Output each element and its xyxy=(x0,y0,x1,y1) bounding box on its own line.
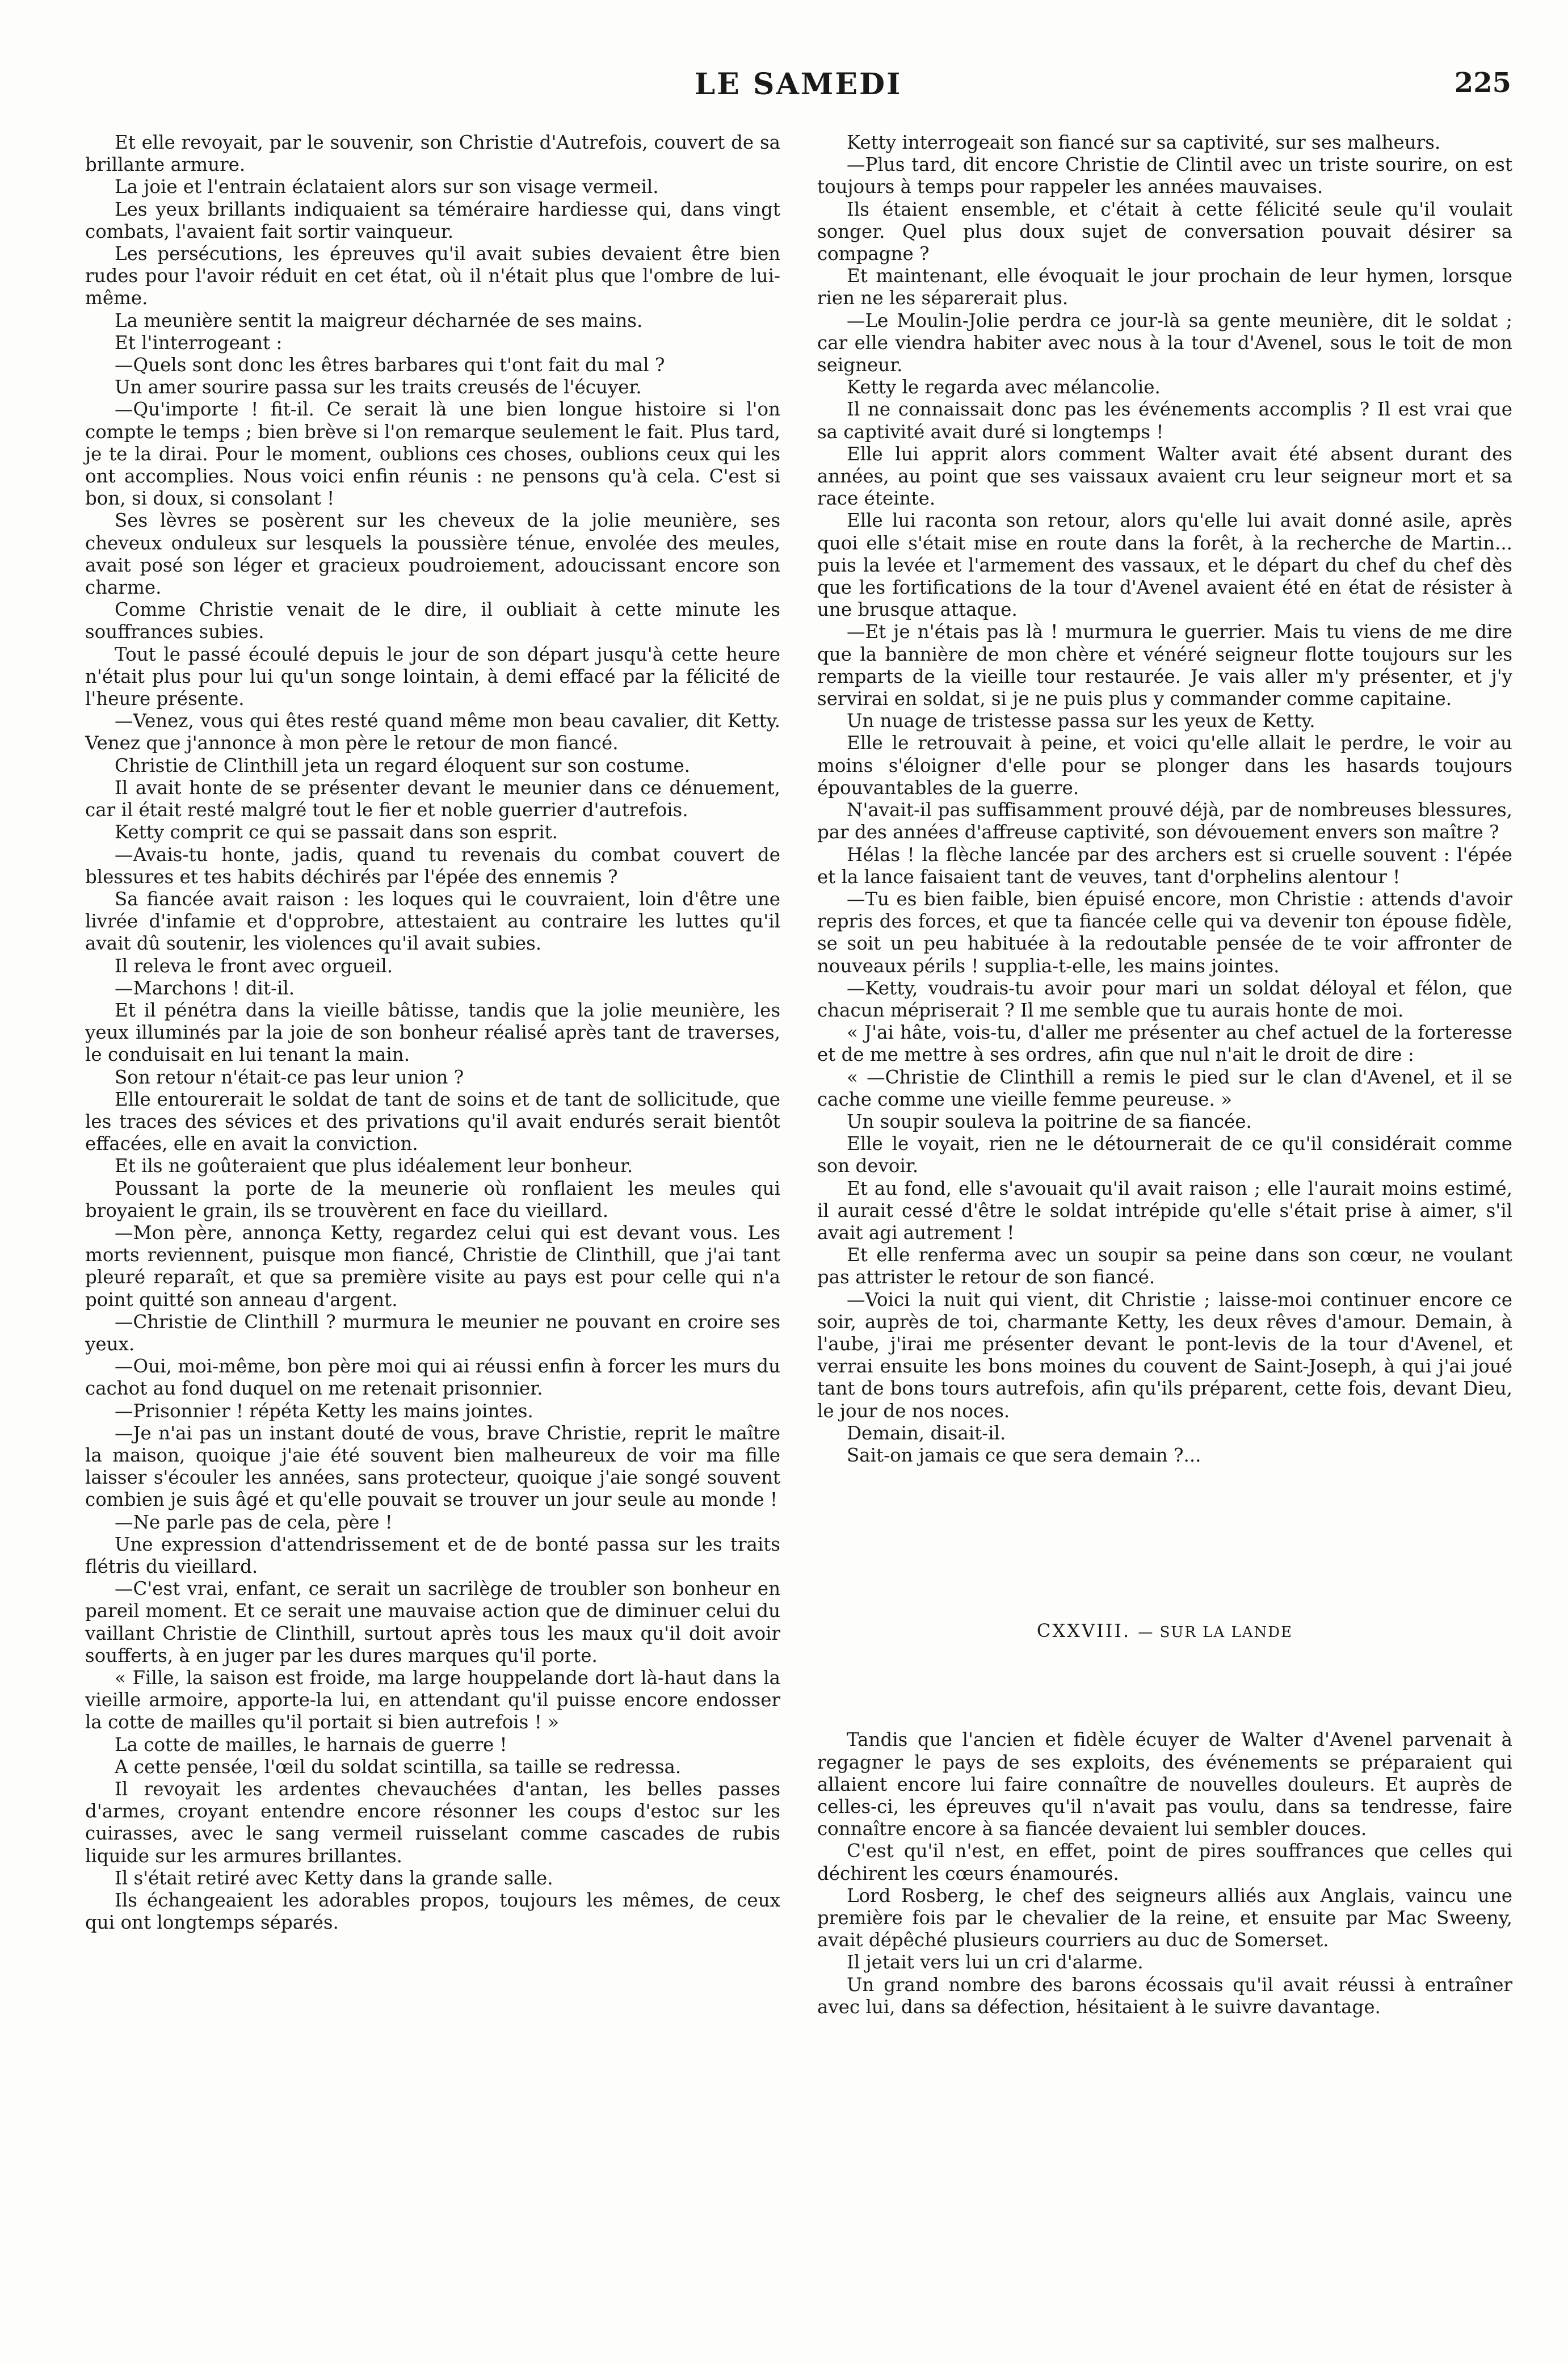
paragraph: Il releva le front avec orgueil. xyxy=(115,955,393,977)
paragraph: N'avait-il pas suffisamment prouvé déjà, par de nombreuses blessures, par des années d'affreuse captivité, son dévouement envers son maître ? xyxy=(817,799,1512,843)
paragraph: Ils échangeaient les adorables propos, toujours les mêmes, de ceux qui ont longtemps séparés. xyxy=(85,1889,780,1934)
chapter-title: — SUR LA LANDE xyxy=(1138,1624,1293,1641)
paragraph: Elle le retrouvait à peine, et voici qu'elle allait le perdre, le voir au moins s'éloigner d'elle pour se plonger dans les hasards toujours épouvantables de la guerre. xyxy=(817,732,1512,799)
paragraph: —Venez, vous qui êtes resté quand même mon beau cavalier, dit Ketty. Venez que j'annonce à mon père le retour de mon fiancé. xyxy=(85,710,780,754)
paragraph: —Je n'ai pas un instant douté de vous, brave Christie, reprit le maître la maison, quoique j'aie été souvent bien malheureux de voir ma fille laisser s'écouler les années, sans protecteur, quoique j'aie songé souvent combien je suis âgé et qu'elle pouvait se trouver un jour seule au monde ! xyxy=(85,1422,780,1511)
paragraph: Sa fiancée avait raison : les loques qui le couvraient, loin d'être une livrée d'infamie et d'opprobre, attestaient au contraire les luttes qu'il avait dû soutenir, les violences qu'il avait subies. xyxy=(85,888,780,955)
paragraph: « J'ai hâte, vois-tu, d'aller me présenter au chef actuel de la forteresse et de me mettre à ses ordres, afin que nul n'ait le droit de dire : xyxy=(817,1022,1512,1066)
paragraph: —Quels sont donc les êtres barbares qui t'ont fait du mal ? xyxy=(115,354,665,376)
paragraph: Et au fond, elle s'avouait qu'il avait raison ; elle l'aurait moins estimé, il aurait cessé d'être le soldat intrépide qu'elle s'était prise à aimer, s'il avait agi autrement ! xyxy=(817,1177,1512,1244)
paragraph: Tout le passé écoulé depuis le jour de son départ jusqu'à cette heure n'était plus pour lui qu'un songe lointain, à demi effacé par la félicité de l'heure présente. xyxy=(85,643,780,710)
paragraph: Il jetait vers lui un cri d'alarme. xyxy=(847,1951,1144,1974)
paragraph: Elle entourerait le soldat de tant de soins et de tant de sollicitude, que les traces des sévices et des privations qu'il avait endurés serait bientôt effacées, elle en avait la conviction. xyxy=(85,1088,780,1155)
paragraph: Ils étaient ensemble, et c'était à cette félicité seule qu'il voulait songer. Quel plus doux sujet de conversation pouvait désirer sa compagne ? xyxy=(817,198,1512,265)
paragraph: —Marchons ! dit-il. xyxy=(115,977,295,999)
paragraph: —Christie de Clinthill ? murmura le meunier ne pouvant en croire ses yeux. xyxy=(85,1311,780,1355)
paragraph: Un nuage de tristesse passa sur les yeux de Ketty. xyxy=(847,710,1315,732)
paragraph: Un soupir souleva la poitrine de sa fiancée. xyxy=(847,1110,1252,1132)
paragraph: A cette pensée, l'œil du soldat scintilla, sa taille se redressa. xyxy=(115,1756,682,1778)
paragraph: Il ne connaissait donc pas les événements accomplis ? Il est vrai que sa captivité avait duré si longtemps ! xyxy=(817,398,1512,443)
paragraph: Une expression d'attendrissement et de de bonté passa sur les traits flétris du vieillard. xyxy=(85,1533,780,1577)
running-title: LE SAMEDI xyxy=(694,67,902,102)
paragraph: —Prisonnier ! répéta Ketty les mains jointes. xyxy=(115,1400,533,1422)
paragraph: Il s'était retiré avec Ketty dans la grande salle. xyxy=(115,1867,553,1889)
paragraph: Elle le voyait, rien ne le détournerait de ce qu'il considérait comme son devoir. xyxy=(817,1133,1512,1177)
chapter-number: CXXVIII. xyxy=(1036,1620,1131,1642)
page-header xyxy=(85,67,1511,112)
paragraph: —C'est vrai, enfant, ce serait un sacrilège de troubler son bonheur en pareil moment. Et ce serait une mauvaise action que de diminuer celui du vaillant Christie de Clinthill, surtout après tous les maux qu'il doit avoir soufferts, à en juger par les dures marques qu'il porte. xyxy=(85,1578,780,1666)
paragraph: Tandis que l'ancien et fidèle écuyer de Walter d'Avenel parvenait à regagner le pays de ses exploits, des événements se préparaient qui allaient encore lui faire connaître de nouvelles douleurs. Et auprès de celles-ci, les épreuves qu'il n'avait pas voulu, dans sa tendresse, faire connaître encore à sa fiancée devaient lui sembler douces. xyxy=(817,1729,1512,1840)
paragraph: Christie de Clinthill jeta un regard éloquent sur son costume. xyxy=(115,754,691,776)
paragraph: —Voici la nuit qui vient, dit Christie ; laisse-moi continuer encore ce soir, auprès de toi, charmante Ketty, les deux rêves d'amour. Demain, à l'aube, j'irai me présenter devant le pont-levis de la tour d'Avenel, et verrai ensuite les bons moines du couvent de Saint-Joseph, à qui j'ai joué tant de bons tours autrefois, afin qu'ils préparent, cette fois, devant Dieu, le jour de nos noces. xyxy=(817,1288,1512,1422)
paragraph: —Qu'importe ! fit-il. Ce serait là une bien longue histoire si l'on compte le temps ; bien brève si l'on remarque seulement le fait. Plus tard, je te la dirai. Pour le moment, oublions ces choses, oublions ceux qui les ont accomplies. Nous voici enfin réunis : ne pensons qu'à cela. C'est si bon, si doux, si consolant ! xyxy=(85,398,780,510)
paragraph: Ketty le regarda avec mélancolie. xyxy=(847,376,1161,398)
paragraph: —Plus tard, dit encore Christie de Clintil avec un triste sourire, on est toujours à temps pour rappeler les années mauvaises. xyxy=(817,154,1512,198)
paragraph: Poussant la porte de la meunerie où ronflaient les meules qui broyaient le grain, ils se trouvèrent en face du vieillard. xyxy=(85,1177,780,1221)
paragraph: —Le Moulin-Jolie perdra ce jour-là sa gente meunière, dit le soldat ; car elle viendra habiter avec nous à la tour d'Avenel, sous le toit de mon seigneur. xyxy=(817,309,1512,376)
paragraph: La joie et l'entrain éclataient alors sur son visage vermeil. xyxy=(115,176,659,198)
paragraph: —Et je n'étais pas là ! murmura le guerrier. Mais tu viens de me dire que la bannière de mon chère et vénéré seigneur flotte toujours sur les remparts de la vieille tour restaurée. Je vais aller m'y présenter, et j'y servirai en soldat, si je ne puis plus y commander comme capitaine. xyxy=(817,621,1512,710)
paragraph: Ses lèvres se posèrent sur les cheveux de la jolie meunière, ses cheveux onduleux sur lesquels la poussière ténue, envolée des meules, avait posé son léger et gracieux poudroiement, adoucissant encore son charme. xyxy=(85,510,780,599)
paragraph: Il revoyait les ardentes chevauchées d'antan, les belles passes d'armes, croyant entendre encore résonner les coups d'estoc sur les cuirasses, avec le sang vermeil ruisselant comme cascades de rubis liquide sur les armures brillantes. xyxy=(85,1778,780,1867)
paragraph: Et elle revoyait, par le souvenir, son Christie d'Autrefois, couvert de sa brillante armure. xyxy=(85,132,780,176)
paragraph: Et il pénétra dans la vieille bâtisse, tandis que la jolie meunière, les yeux illuminés par la joie de son bonheur réalisé après tant de traverses, le conduisait en lui tenant la main. xyxy=(85,999,780,1066)
paragraph: —Ketty, voudrais-tu avoir pour mari un soldat déloyal et félon, que chacun mépriserait ? Il me semble que tu aurais honte de moi. xyxy=(817,977,1512,1021)
right-column-bottom-text xyxy=(817,1729,1512,2018)
right-column-top-text xyxy=(817,132,1512,1467)
paragraph: Elle lui apprit alors comment Walter avait été absent durant des années, au point que ses vaissaux avaient cru leur seigneur mort et sa race éteinte. xyxy=(817,443,1512,510)
paragraph: Un amer sourire passa sur les traits creusés de l'écuyer. xyxy=(115,376,642,398)
paragraph: Sait-on jamais ce que sera demain ?... xyxy=(847,1444,1201,1466)
paragraph: Et ils ne goûteraient que plus idéalement leur bonheur. xyxy=(115,1155,633,1177)
paragraph: Hélas ! la flèche lancée par des archers est si cruelle souvent : l'épée et la lance faisaient tant de veuves, tant d'orphelins alentour ! xyxy=(817,843,1512,888)
paragraph: —Oui, moi-même, bon père moi qui ai réussi enfin à forcer les murs du cachot au fond duquel on me retenait prisonnier. xyxy=(85,1355,780,1400)
paragraph: Son retour n'était-ce pas leur union ? xyxy=(115,1066,464,1088)
paragraph: Ketty interrogeait son fiancé sur sa captivité, sur ses malheurs. xyxy=(847,132,1441,153)
paragraph: Et elle renferma avec un soupir sa peine dans son cœur, ne voulant pas attrister le retour de son fiancé. xyxy=(817,1244,1512,1288)
paragraph: La cotte de mailles, le harnais de guerre ! xyxy=(115,1733,507,1756)
left-column xyxy=(85,132,780,1934)
right-column xyxy=(817,132,1512,2018)
chapter-heading xyxy=(817,1620,1512,1644)
paragraph: Et maintenant, elle évoquait le jour prochain de leur hymen, lorsque rien ne les séparerait plus. xyxy=(817,265,1512,309)
paragraph: Lord Rosberg, le chef des seigneurs alliés aux Anglais, vaincu une première fois par le chevalier de la reine, et ensuite par Mac Sweeny, avait dépêché plusieurs courriers au duc de Somerset. xyxy=(817,1884,1512,1951)
paragraph: Comme Christie venait de le dire, il oubliait à cette minute les souffrances subies. xyxy=(85,599,780,643)
paragraph: Ketty comprit ce qui se passait dans son esprit. xyxy=(115,821,558,843)
paragraph: —Avais-tu honte, jadis, quand tu revenais du combat couvert de blessures et tes habits déchirés par l'épée des ennemis ? xyxy=(85,843,780,888)
paragraph: —Mon père, annonça Ketty, regardez celui qui est devant vous. Les morts reviennent, puisque mon fiancé, Christie de Clinthill, que j'ai tant pleuré reparaît, et que sa première visite au pays est pour celle qui n'a point quitté son anneau d'argent. xyxy=(85,1221,780,1311)
page-number: 225 xyxy=(1454,67,1511,99)
paragraph: « Fille, la saison est froide, ma large houppelande dort là-haut dans la vieille armoire, apporte-la lui, en attendant qu'il puisse encore endosser la cotte de mailles qu'il portait si bien autrefois ! » xyxy=(85,1667,780,1733)
paragraph: Et l'interrogeant : xyxy=(115,331,283,354)
paragraph: « —Christie de Clinthill a remis le pied sur le clan d'Avenel, et il se cache comme une vieille femme peureuse. » xyxy=(817,1066,1512,1110)
paragraph: Un grand nombre des barons écossais qu'il avait réussi à entraîner avec lui, dans sa défection, hésitaient à le suivre davantage. xyxy=(817,1974,1512,2018)
paragraph: Elle lui raconta son retour, alors qu'elle lui avait donné asile, après quoi elle s'était mise en route dans la forêt, à la recherche de Martin... puis la levée et l'armement des vassaux, et le départ du chef du chef dès que les fortifications de la tour d'Avenel avaient été en état de résister à une brusque attaque. xyxy=(817,510,1512,621)
paragraph: La meunière sentit la maigreur décharnée de ses mains. xyxy=(115,309,643,331)
paragraph: C'est qu'il n'est, en effet, point de pires souffrances que celles qui déchirent les cœurs énamourés. xyxy=(817,1840,1512,1884)
paragraph: Les persécutions, les épreuves qu'il avait subies devaient être bien rudes pour l'avoir réduit en cet état, où il n'était plus que l'ombre de lui-même. xyxy=(85,243,780,309)
paragraph: —Ne parle pas de cela, père ! xyxy=(115,1511,393,1533)
paragraph: Les yeux brillants indiquaient sa téméraire hardiesse qui, dans vingt combats, l'avaient fait sortir vainqueur. xyxy=(85,198,780,242)
paragraph: Demain, disait-il. xyxy=(847,1422,1006,1444)
paragraph: —Tu es bien faible, bien épuisé encore, mon Christie : attends d'avoir repris des forces, et que ta fiancée celle qui va devenir ton épouse fidèle, se soit un peu habituée à la redoutable pensée de te voir affronter de nouveaux périls ! supplia-t-elle, les mains jointes. xyxy=(817,888,1512,977)
paragraph: Il avait honte de se présenter devant le meunier dans ce dénuement, car il était resté malgré tout le fier et noble guerrier d'autrefois. xyxy=(85,776,780,821)
